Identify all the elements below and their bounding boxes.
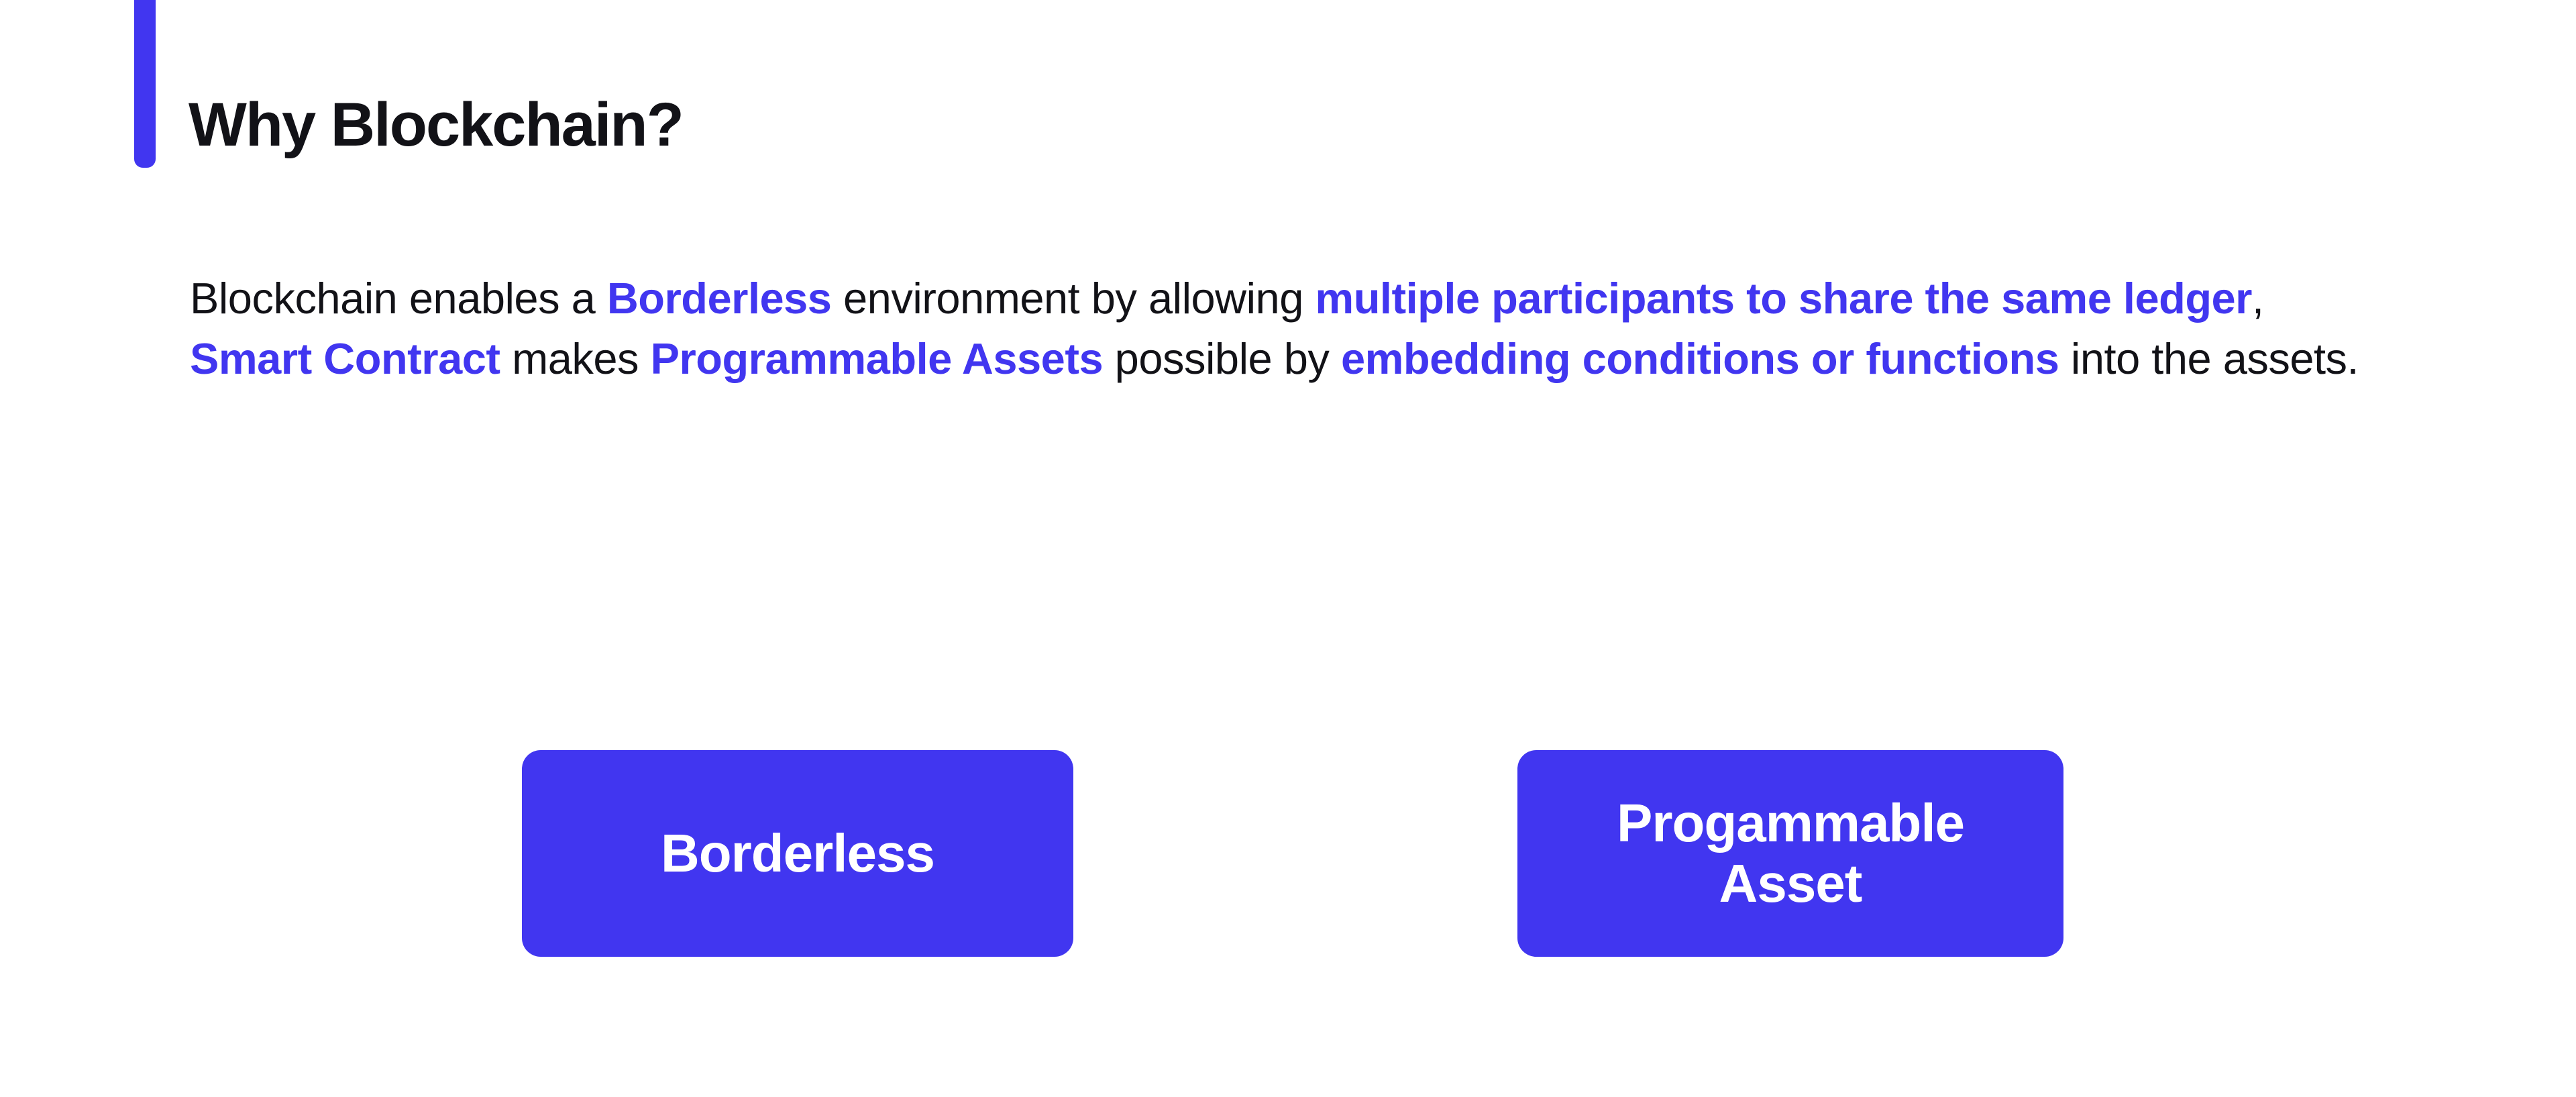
concept-box-programmable-asset xyxy=(1517,750,2063,957)
concept-box-borderless-label: Borderless xyxy=(661,823,934,883)
paragraph-segment: makes xyxy=(500,334,651,383)
paragraph-segment: embedding conditions or functions xyxy=(1340,334,2059,383)
paragraph-segment: Smart Contract xyxy=(190,334,500,383)
paragraph-segment: into the assets. xyxy=(2059,334,2359,383)
paragraph-segment: possible by xyxy=(1103,334,1341,383)
paragraph-segment: multiple participants to share the same ledger xyxy=(1315,274,2252,323)
concept-box-borderless xyxy=(522,750,1073,957)
paragraph-segment: Programmable Assets xyxy=(650,334,1104,383)
concept-box-programmable-asset-label: Progammable Asset xyxy=(1616,793,1965,913)
paragraph-segment: environment by allowing xyxy=(831,274,1316,323)
paragraph-segment: Borderless xyxy=(606,274,832,323)
page-title: Why Blockchain? xyxy=(189,91,683,159)
paragraph-segment: Blockchain enables a xyxy=(190,274,607,323)
paragraph-segment: , xyxy=(2251,274,2264,323)
